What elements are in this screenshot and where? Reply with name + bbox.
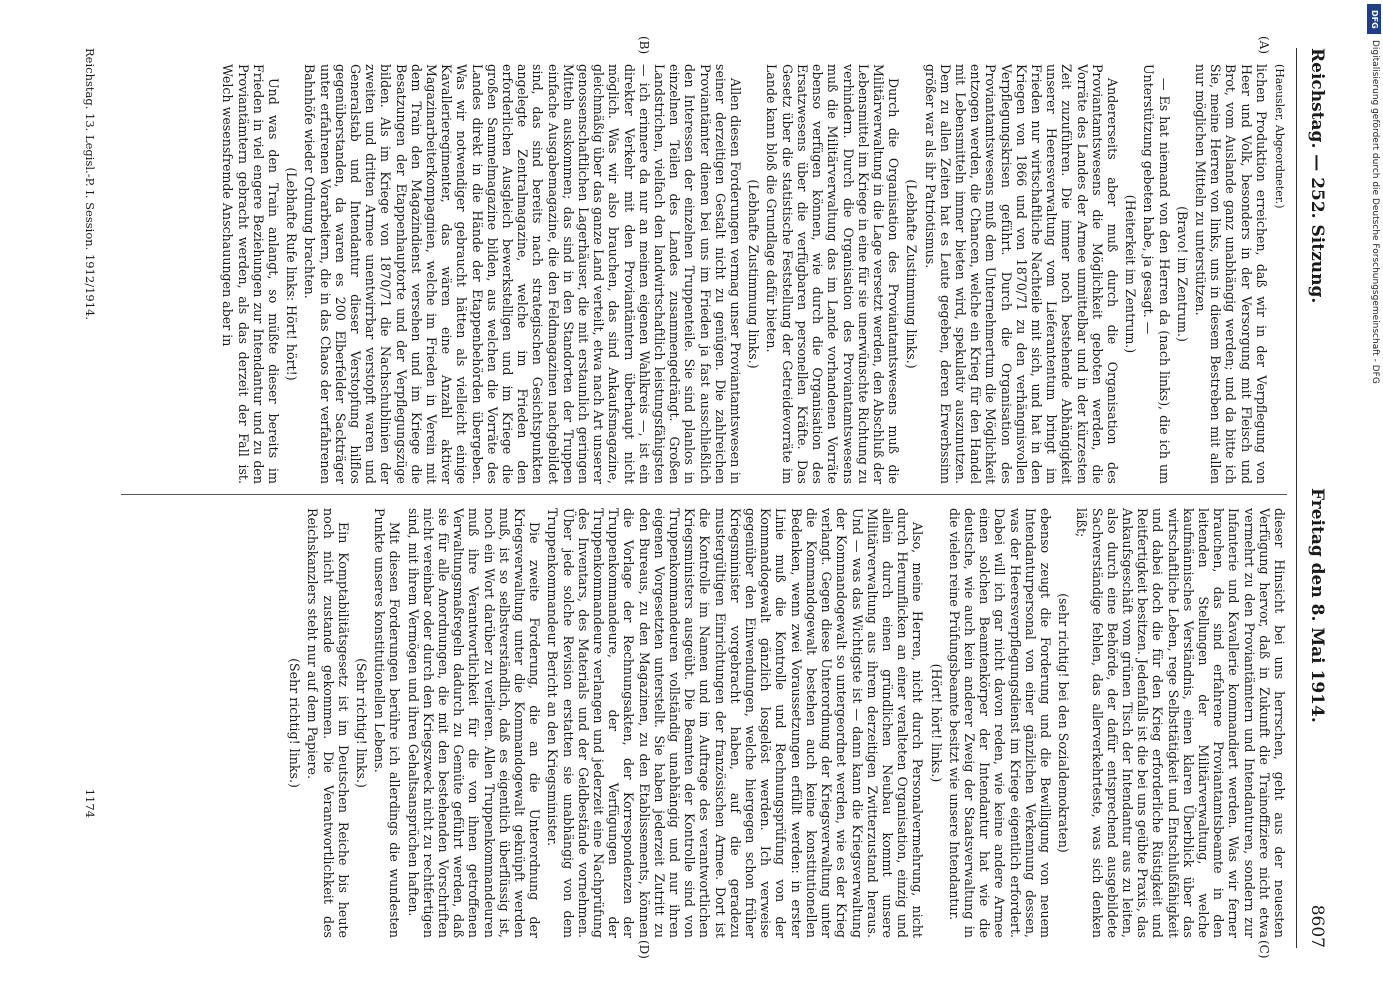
paragraph: Mit diesen Forderungen berühre ich allerdings die wundesten Punkte unseres konstitutionellen Lebens. bbox=[372, 508, 403, 938]
paragraph: Und was den Train anlangt, so müßte dieser bereits im Frieden in viel engere Beziehungen zur Intendantur und zu den Proviantämtern gebracht werden, als das derzeit der Fall ist. Welch wesensfremde Anschauungen aber in bbox=[220, 64, 281, 484]
footer-page-number: 1174 bbox=[83, 788, 97, 818]
header-date: Freitag den 8. Mai 1914. bbox=[1307, 488, 1327, 723]
interjection: (Hört! hört! links.) bbox=[928, 663, 944, 783]
interjection: (Lebhafte Zustimmung links.) bbox=[746, 179, 762, 369]
dfg-logo: DFG bbox=[1367, 4, 1381, 34]
paragraph: — Es hat niemand von den Herren da (nach links), die ich um Unterstützung gebeten habe, ja gesagt. — bbox=[1141, 64, 1172, 484]
interjection: (Sehr richtig! links.) bbox=[287, 658, 303, 788]
margin-mark-a: (A) bbox=[1257, 36, 1271, 55]
paragraph: Ein Komptabilitätsgesetz ist im Deutschen Reiche bis heute noch nicht zustande gekommen. Die Verantwortlichkeit des Reichskanzlers steht nur auf dem Papiere. bbox=[305, 508, 351, 938]
header-left: Reichstag. — 252. Sitzung. bbox=[1307, 48, 1327, 304]
paragraph: Die zweite Forderung, die an die Unterordnung der Kriegsverwaltung unter die Kommandogewalt geknüpft werden muß, ist so selbstverständlich, daß es eigentlich überflüssig ist, noch ein Wort darüber zu verlieren. Allen Truppenkommandeuren muß ihre Verantwortlichkeit für die von ihnen getroffenen Verwaltungsmaßregeln dadurch zu Gemüte geführt werden, daß sie für alle Anordnungen, die mit den bestehenden Vorschriften nicht vereinbar oder durch den Kriegszweck nicht zu rechtfertigen sind, mit ihrem Vermögen und ihren Gehaltsansprüchen haften. bbox=[405, 508, 543, 938]
header-page-number: 8607 bbox=[1307, 904, 1327, 948]
paragraph: Andererseits aber muß durch die Organisation des Proviantamtswesens die Möglichkeit geboten werden, die Vorräte des Landes der Armee unmittelbar und in der kürzesten Zeit zuzuführen. Die immer noch bestehende Abhängigkeit unserer Heeresverwaltung vom Lieferantentum bringt im Frieden nur wirtschaftliche Nachteile mit sich, und hat in den Kriegen von 1866 und von 1870/71 zu den verhängnisvollen Verpflegungskrisen geführt. Durch die Organisation des Proviantamtswesens muß dem Unternehmertum die Möglichkeit entzogen werden, die Chancen, welche ein Krieg für den Handel mit Lebensmitteln immer bieten wird, spekulativ auszunutzen. Dem zu allen Zeiten hat es Leute gegeben, deren Erwerbssinn größer war als ihr Patriotismus. bbox=[922, 64, 1120, 484]
interjection: (Lebhafte Zustimmung links.) bbox=[904, 179, 920, 369]
margin-mark-d: (D) bbox=[637, 940, 651, 959]
interjection: (Heiterkeit im Zentrum.) bbox=[1123, 194, 1139, 354]
paragraph: ebenso zeugt die Forderung und die Bewilligung von neuem Intendanturpersonal von einer gänzlichen Verkennung dessen, was der Heeresverpflegungsdienst im Kriege eigentlich erfordert. Dabei will ich gar nicht davon reden, wie keine andere Armee einen solchen Beamtenkörper der Intendantur hat wie die deutsche, wie auch kein anderer Zweig der Staatsverwaltung in die vielen reine Prüfungsbeamte besitzt wie unsere Intendantur. bbox=[946, 508, 1053, 938]
interjection: (Lebhafte Rufe links: Hört! hört!) bbox=[284, 167, 300, 381]
paragraph: dieser Hinsicht bei uns herrschen, geht aus der neuesten Verfügung hervor, daß in Zukunft die Trainoffiziere nicht etwa vermehrt zu den Proviantämtern und Intendanturen, sondern zur Infanterie und Kavallerie kommandiert werden. Was wir ferner brauchen, das sind erfahrene Proviantamtsbeamte in den leitenden Stellungen der Militärverwaltung, welche kaufmännisches Verständnis, einen klaren Überblick über das wirtschaftliche Leben, rege Selbsttätigkeit und Entschlußfähigkeit und dabei doch die für den Krieg erforderliche Rüstigkeit und Reitfertigkeit besitzen. Jedenfalls ist die bei uns geübte Praxis, das Ankaufsgeschäft vom grünen Tisch der Intendantur aus zu leiten, also durch eine Behörde, der dafür entsprechend ausgebildete Sachverständige fehlen, das allerverkehrteste, was sich denken läßt; bbox=[1074, 508, 1287, 938]
speaker-note: (Haeusler, Abgeordneter.) bbox=[1273, 64, 1286, 209]
column-separator bbox=[121, 494, 1287, 495]
interjection: (Sehr richtig! links.) bbox=[354, 658, 370, 788]
margin-mark-b: (B) bbox=[637, 36, 651, 55]
interjection: (Bravo! im Zentrum.) bbox=[1174, 206, 1190, 342]
left-column bbox=[111, 64, 1287, 484]
header-rule bbox=[1296, 48, 1297, 948]
margin-mark-c: (C) bbox=[1257, 940, 1271, 959]
page-footer: Reichstag. 13. Legisl.-P. I. Session. 1912/1914. bbox=[83, 48, 97, 321]
paragraph: Durch die Organisation des Proviantamtswesens muß die Militärverwaltung in die Lage versetzt werden, den Abschluß der Lebensmittel im Kriege in eine für sie unerwünschte Richtung zu verhindern. Durch die Organisation des Proviantamtswesens muß die Militärverwaltung das im Lande vorhandenen Vorräte ebenso verfügen können, wie durch die Organisation des Ersatzwesens über die verfügbaren personellen Kräfte. Das Gesetz über die statistische Feststellung der Getreidevorräte im Lande kann bloß die Grundlage dafür bieten. bbox=[764, 64, 902, 484]
paragraph: Also, meine Herren, nicht durch Personalvermehrung, nicht durch Herumflicken an einer veralteten Organisation, einzig und allein durch einen gründlichen Neubau kommt unsere Militärverwaltung aus ihrem derzeitigen Zwitterzustand heraus. Und — was das Wichtigste ist — dann kann die Kriegsverwaltung der Kommandogewalt so untergeordnet werden, wie es der Krieg verlangt. Gegen diese Unterordnung der Kriegsverwaltung unter die Kommandogewalt bestehen auch keine konstitutionellen Bedenken, wenn zwei Voraussetzungen erfüllt werden: in erster Linie muß die Kontrolle und Rechnungsprüfung von der Kommandogewalt gänzlich losgelöst werden. Ich verweise gegenüber den Einwendungen, welche hiergegen schon früher Kriegsminister vorgebracht haben, auf die geradezu mustergültigen Einrichtungen der französischen Armee. Dort ist die Kontrolle im Namen und im Auftrage des verantwortlichen Kriegsministers ausgeübt. Die Beamten der Kontrolle sind von Truppenkommandeuren vollständig unabhängig und nur ihren eigenen Vorgesetzten unterstellt. Sie haben jederzeit Zutritt zu den Bureaus, zu den Magazinen, zu den Etablissements, können die Vorlage der Rechnungsakten, der Korrespondenzen der Truppenkommandeure, der Verfügungen der Truppenkommandeure verlangen und jederzeit eine Nachprüfung des Inventars, des Materials und der Geldbestände vornehmen. Über jede solche Revision erstatten sie unabhängig von dem Truppenkommandeur Bericht an den Kriegsminister. bbox=[545, 508, 926, 938]
digitization-credit: Digitalisierung gefördert durch die Deutsche Forschungsgemeinschaft - DFG bbox=[1370, 40, 1380, 384]
paragraph: Allen diesen Forderungen vermag unser Proviantamtswesen in seiner derzeitigen Gestalt nicht zu genügen. Die zahlreichen Proviantämter dienen bei uns im Frieden ja fast ausschließlich den Interessen der einzelnen Truppenteile. Sie sind planlos in einzelnen Teilen des Landes zusammengedrängt. Großen Landstrichen, vielfach den landwirtschaftlich leistungsfähigsten — ich erinnere da nur an meinen eigenen Wahlkreis —, ist ein direkter Verkehr mit den Proviantämtern überhaupt nicht möglich. Was wir also brauchen, das sind Ankaufsmagazine, gleichmäßig über das ganze Land verteilt, etwa nach Art unserer genossenschaftlichen Lagerhäuser, die mit erstaunlich geringen Mitteln auskommen; das sind in den Standorten der Truppen einfache Ausgabemagazine, die den Feldmagazinen nachgebildet sind, das sind bereits nach strategischen Gesichtspunkten angelegte Zentralmagazine, welche im Frieden den erforderlichen Ausgleich bewerkstelligen und im Kriege die großen Sammelmagazine bilden, aus welchen die Vorräte des Landes direkt in die Hände der Etappenbehörden übergeben. Was wir notwendiger gebraucht hätten als vielleicht einige Kavallerieregimenter, das wären eine Anzahl aktiver Magazinarbeiterkompagnien, welche im Frieden in Verein mit dem Train den Magazindienst versehen und im Kriege die Besatzungen der Etappenhauptorte und der Verpflegungszüge bilden. Als im Kriege von 1870/71 die Nachschublinien der zweiten und dritten Armee unentwirrbar verstopft waren und Generalstab und Intendantur dieser Verstopfung hilflos gegenüberstanden, da waren es 200 Elberfelder Sackträger unter erfahrenen Vorarbeitern, die in das Chaos der verfahrenen Bahnhöfe wieder Ordnung brachten. bbox=[302, 64, 744, 484]
interjection: (sehr richtig! bei den Sozialdemokraten) bbox=[1056, 593, 1072, 853]
document-page bbox=[41, 28, 1341, 968]
paragraph: lichen Produktion erreichen, daß wir in der Verpflegung von Heer und Volk, besonders in der Versorgung mit Fleisch und Brot, vom Auslande ganz unabhängig werden; und da bitte ich Sie, meine Herren von links, uns in diesem Bestreben mit allen nur möglichen Mitteln zu unterstützen. bbox=[1192, 64, 1269, 484]
page-header bbox=[1293, 48, 1333, 948]
right-column bbox=[111, 508, 1287, 938]
